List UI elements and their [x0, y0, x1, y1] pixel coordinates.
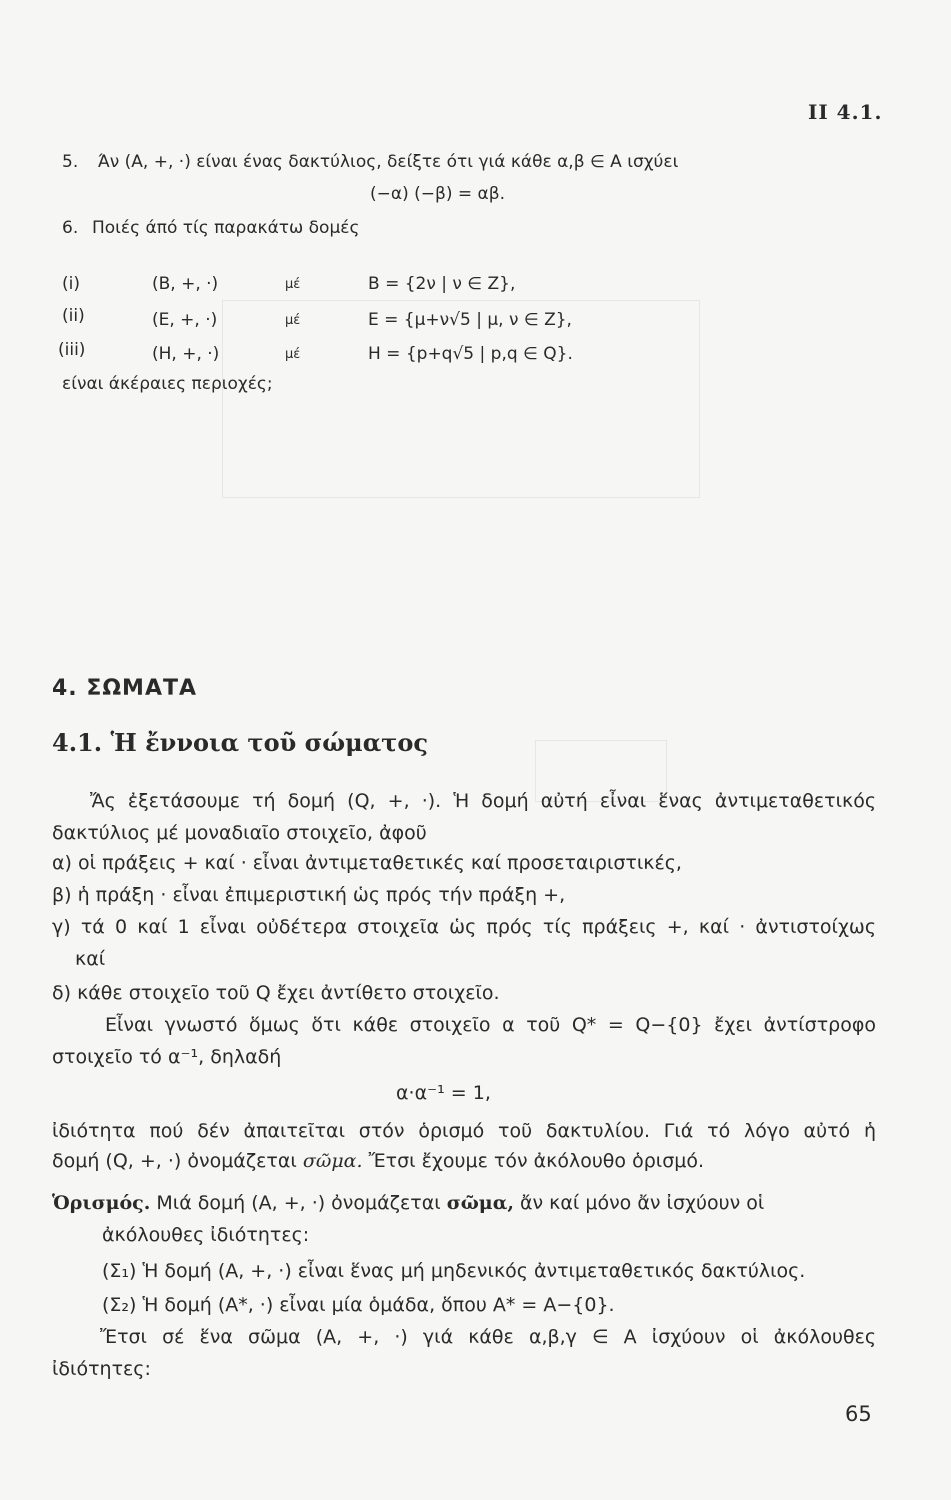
paragraph-line — [52, 1150, 704, 1172]
list-item-c-continuation: καί — [75, 948, 106, 970]
paragraph-line: Ἄς ἐξετάσουμε τή δομή (Q, +, ·). Ἡ δομή αὐτή εἶναι ἕνας ἀντιμεταθετικός — [90, 790, 876, 812]
structure-definition: E = {μ+ν√5 | μ, ν ∈ Z}, — [368, 310, 572, 330]
page-number: 65 — [845, 1402, 872, 1426]
structure-triple: (B, +, ·) — [152, 274, 219, 294]
list-item-a: α) οἱ πράξεις + καί · εἶναι ἀντιμεταθετικές καί προσεταιριστικές, — [52, 852, 682, 874]
text-run: Ἔτσι ἔχουμε τόν ἀκόλουθο ὁρισμό. — [362, 1150, 705, 1172]
paragraph-line: Ἔτσι σέ ἕνα σῶμα (Α, +, ·) γιά κάθε α,β,γ ∈ Α ἰσχύουν οἱ ἀκόλουθες — [100, 1326, 876, 1348]
term-soma-bold: σῶμα, — [446, 1192, 514, 1214]
subsection-title: 4.1. Ἡ ἔννοια τοῦ σώματος — [52, 728, 428, 757]
structure-definition: H = {p+q√5 | p,q ∈ Q}. — [368, 344, 573, 364]
text-run: ἄν καί μόνο ἄν ἰσχύουν οἱ — [513, 1192, 765, 1214]
structure-label: (ii) — [62, 306, 85, 326]
exercise-5-number: 5. — [62, 152, 79, 172]
list-item-b: β) ἡ πράξη · εἶναι ἐπιμεριστική ὡς πρός τήν πράξη +, — [52, 884, 566, 906]
text-run: Μιά δομή (Α, +, ·) ὀνομάζεται — [150, 1192, 447, 1214]
paragraph-line: στοιχεῖο τό α⁻¹, δηλαδή — [52, 1046, 282, 1068]
structure-with: μέ — [285, 313, 301, 328]
exercise-6-question: είναι άκέραιες περιοχές; — [62, 374, 273, 394]
list-item-d: δ) κάθε στοιχεῖο τοῦ Q ἔχει ἀντίθετο στοιχεῖο. — [52, 982, 500, 1004]
paragraph-line: Εἶναι γνωστό ὅμως ὅτι κάθε στοιχεῖο α τοῦ Q* = Q−{0} ἔχει ἀντίστροφο — [105, 1014, 876, 1036]
structure-with: μέ — [285, 347, 301, 362]
running-head: II 4.1. — [808, 100, 883, 124]
definition-line — [52, 1192, 876, 1214]
axiom-s1: (Σ₁) Ἡ δομή (Α, +, ·) εἶναι ἕνας μή μηδενικός ἀντιμεταθετικός δακτύλιος. — [102, 1260, 806, 1282]
term-soma-italic: σῶμα. — [302, 1150, 363, 1172]
section-title: 4. ΣΩΜΑΤΑ — [52, 676, 198, 701]
exercise-6-text: Ποιές άπό τίς παρακάτω δομές — [92, 218, 360, 238]
axiom-s2: (Σ₂) Ἡ δομή (Α*, ·) εἶναι μία ὁμάδα, ὅπου Α* = Α−{0}. — [102, 1294, 615, 1316]
structure-triple: (H, +, ·) — [152, 344, 220, 364]
list-item-c: γ) τά 0 καί 1 εἶναι οὐδέτερα στοιχεῖα ὡς πρός τίς πράξεις +, καί · ἀντιστοίχως — [52, 916, 876, 938]
structure-label: (iii) — [58, 340, 86, 360]
definition-line: ἀκόλουθες ἰδιότητες: — [102, 1224, 310, 1246]
paragraph-line: ἰδιότητες: — [52, 1358, 151, 1380]
definition-label: Ὁρισμός. — [52, 1192, 151, 1214]
text-run: δομή (Q, +, ·) ὀνομάζεται — [52, 1150, 303, 1172]
structure-definition: B = {2ν | ν ∈ Z}, — [368, 274, 516, 294]
paragraph-line: δακτύλιος μέ μοναδιαῖο στοιχεῖο, ἀφοῦ — [52, 822, 427, 844]
exercise-5-text: Άν (Α, +, ·) είναι ένας δακτύλιος, δείξτε ότι γιά κάθε α,β ∈ Α ισχύει — [98, 152, 679, 172]
exercise-6-number: 6. — [62, 218, 79, 238]
structure-triple: (E, +, ·) — [152, 310, 218, 330]
inverse-formula: α·α⁻¹ = 1, — [396, 1082, 491, 1104]
structure-label: (i) — [62, 274, 80, 294]
exercise-5-formula: (−α) (−β) = αβ. — [370, 184, 505, 204]
paragraph-line: ἰδιότητα πού δέν ἀπαιτεῖται στόν ὁρισμό τοῦ δακτυλίου. Γιά τό λόγο αὐτό ἡ — [52, 1120, 876, 1142]
structure-with: μέ — [285, 277, 301, 292]
